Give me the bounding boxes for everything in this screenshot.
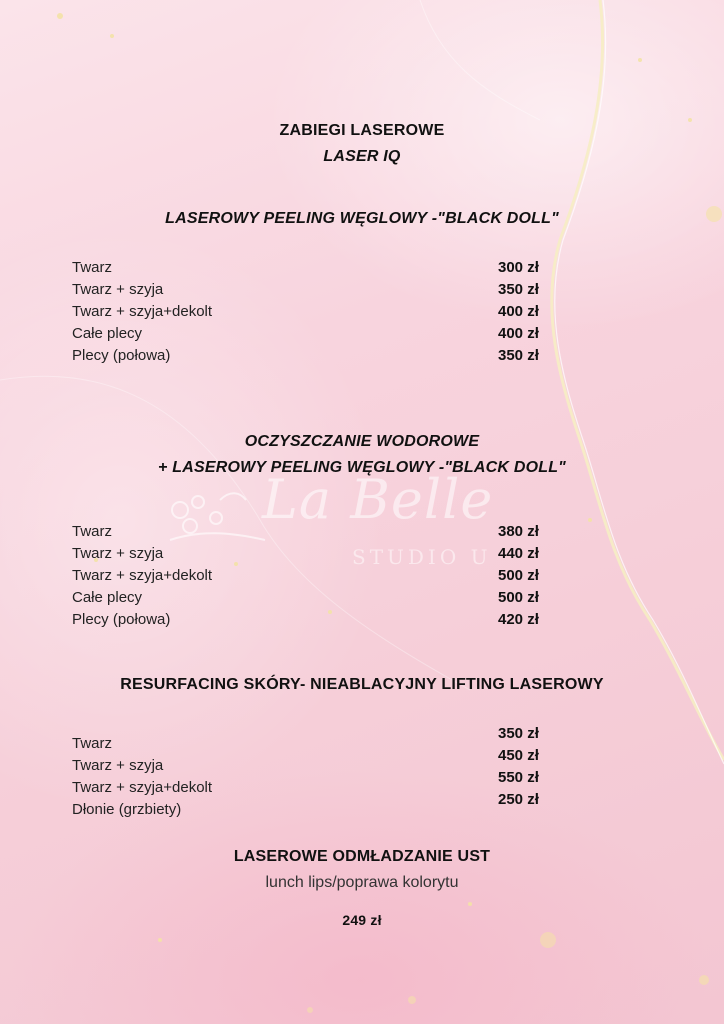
section-title: RESURFACING SKÓRY- NIEABLACYJNY LIFTING LASEROWY: [120, 676, 604, 693]
watermark-logo: La Belle: [262, 468, 494, 531]
list-item-label: Całe plecy: [72, 325, 143, 342]
watermark-tagline: STUDIO U: [352, 545, 492, 569]
list-item-label: Całe plecy: [72, 589, 143, 606]
list-item-price: 450 zł: [498, 747, 539, 764]
list-item-label: Plecy (połowa): [72, 611, 171, 628]
section-title-line2: + LASEROWY PEELING WĘGLOWY -"BLACK DOLL": [158, 459, 566, 476]
list-item-label: Twarz + szyja+dekolt: [72, 303, 213, 320]
list-item-label: Twarz: [72, 735, 113, 752]
list-item-price: 440 zł: [498, 545, 539, 562]
list-item-label: Twarz + szyja+dekolt: [72, 779, 213, 796]
page-subtitle: LASER IQ: [323, 148, 401, 165]
list-item-price: 250 zł: [498, 791, 539, 808]
list-item-label: Twarz + szyja: [72, 545, 164, 562]
list-item-label: Twarz + szyja: [72, 757, 164, 774]
list-item-price: 350 zł: [498, 725, 539, 742]
list-item-price: 380 zł: [498, 523, 539, 540]
list-item-price: 420 zł: [498, 611, 539, 628]
list-item-price: 350 zł: [498, 347, 539, 364]
list-item-price: 350 zł: [498, 281, 539, 298]
section-subtitle: lunch lips/poprawa kolorytu: [265, 874, 459, 891]
section-title: LASEROWE ODMŁADZANIE UST: [233, 848, 491, 865]
list-item-price: 400 zł: [498, 303, 539, 320]
single-price: 249 zł: [342, 912, 382, 928]
list-item-price: 500 zł: [498, 589, 539, 606]
list-item-label: Twarz + szyja: [72, 281, 164, 298]
page-title: ZABIEGI LASEROWE: [279, 122, 445, 139]
list-item-label: Twarz: [72, 523, 113, 540]
list-item-price: 500 zł: [498, 567, 539, 584]
section-title: LASEROWY PEELING WĘGLOWY -"BLACK DOLL": [165, 210, 559, 227]
flower-ornament-icon: [160, 480, 270, 560]
section-title: OCZYSZCZANIE WODOROWE: [244, 433, 480, 450]
list-item-label: Plecy (połowa): [72, 347, 171, 364]
list-item-price: 550 zł: [498, 769, 539, 786]
list-item-label: Twarz + szyja+dekolt: [72, 567, 213, 584]
list-item-price: 300 zł: [498, 259, 539, 276]
list-item-label: Twarz: [72, 259, 113, 276]
list-item-label: Dłonie (grzbiety): [72, 801, 182, 818]
list-item-price: 400 zł: [498, 325, 539, 342]
